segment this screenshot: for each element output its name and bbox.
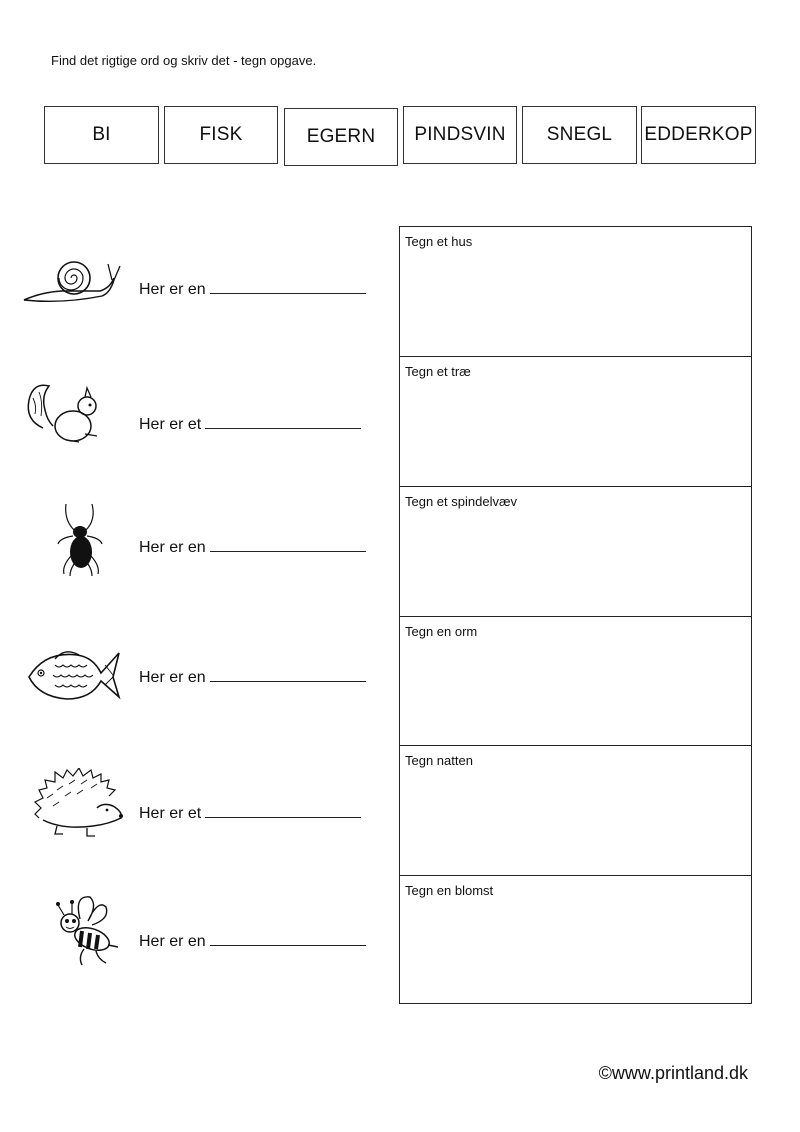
drawing-box-4[interactable] xyxy=(400,616,751,745)
word-box-fisk: FISK xyxy=(164,106,278,164)
drawing-task-label: Tegn en orm xyxy=(405,624,478,639)
drawing-box-2[interactable] xyxy=(400,356,751,486)
drawing-task-label: Tegn et hus xyxy=(405,234,473,249)
sentence-1: Her er en xyxy=(139,279,366,299)
sentence-3: Her er en xyxy=(139,537,366,557)
copyright-footer: ©www.printland.dk xyxy=(598,1063,748,1083)
answer-line[interactable] xyxy=(210,667,366,682)
snail-icon xyxy=(22,258,122,306)
word-box-pindsvin: PINDSVIN xyxy=(403,106,517,164)
spider-icon xyxy=(56,500,104,576)
answer-line[interactable] xyxy=(210,279,366,294)
drawing-task-label: Tegn et spindelvæv xyxy=(405,494,518,509)
drawing-task-label: Tegn et træ xyxy=(405,364,471,379)
bee-icon xyxy=(44,893,120,969)
squirrel-icon xyxy=(23,380,107,446)
drawing-box-6[interactable] xyxy=(400,875,751,1003)
drawing-task-label: Tegn en blomst xyxy=(405,883,494,898)
answer-line[interactable] xyxy=(210,931,366,946)
fish-icon xyxy=(25,645,121,705)
drawing-box-1[interactable] xyxy=(400,227,751,356)
word-box-edderkop: EDDERKOP xyxy=(641,106,756,164)
sentence-4: Her er en xyxy=(139,667,366,687)
answer-line[interactable] xyxy=(205,803,361,818)
drawing-box-5[interactable] xyxy=(400,745,751,875)
answer-line[interactable] xyxy=(205,414,361,429)
sentence-6: Her er en xyxy=(139,931,366,951)
sentence-5: Her er et xyxy=(139,803,361,823)
answer-line[interactable] xyxy=(210,537,366,552)
hedgehog-icon xyxy=(33,768,127,838)
word-box-egern: EGERN xyxy=(284,108,398,166)
drawing-box-3[interactable] xyxy=(400,486,751,616)
drawing-boxes xyxy=(399,226,752,1004)
word-bank xyxy=(44,106,756,168)
instruction-text: Find det rigtige ord og skriv det - tegn opgave. xyxy=(51,53,317,68)
word-box-snegl: SNEGL xyxy=(522,106,637,164)
drawing-task-label: Tegn natten xyxy=(405,753,473,768)
word-box-bi: BI xyxy=(44,106,159,164)
sentence-2: Her er et xyxy=(139,414,361,434)
